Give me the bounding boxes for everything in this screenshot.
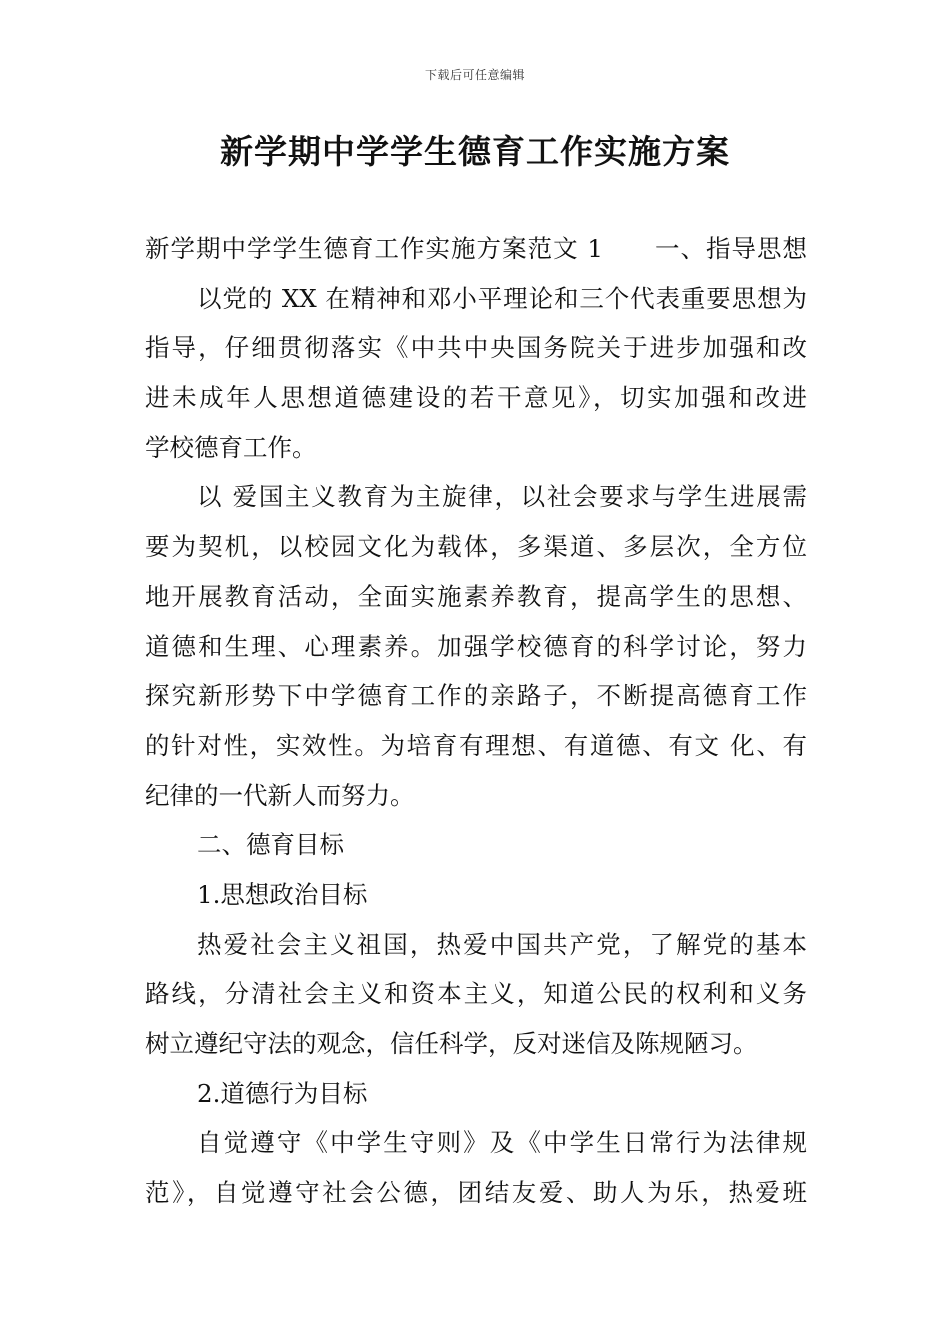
section-heading: 二、德育目标: [197, 830, 344, 860]
body-line: 指导，仔细贯彻落实《中共中央国务院关于进步加强和改: [145, 333, 807, 363]
document-body: [145, 224, 807, 1218]
body-line: 探究新形势下中学德育工作的亲路子，不断提高德育工作: [145, 681, 807, 711]
document-title: 新学期中学学生德育工作实施方案: [220, 132, 730, 171]
body-line: 以党的 XX 在精神和邓小平理论和三个代表重要思想为: [197, 283, 807, 313]
body-line: 要为契机，以校园文化为载体，多渠道、多层次，全方位: [145, 532, 807, 562]
body-line: 路线，分清社会主义和资本主义，知道公民的权利和义务: [145, 979, 807, 1009]
body-line: 新学期中学学生德育工作实施方案范文 1 一、指导思想: [145, 234, 807, 263]
body-line: 纪律的一代新人而努力。: [145, 780, 415, 810]
subsection-heading: 1.思想政治目标: [197, 879, 368, 909]
body-line: 地开展教育活动，全面实施素养教育，提高学生的思想、: [145, 581, 807, 611]
header-note: 下载后可任意编辑: [424, 68, 525, 82]
body-line: 热爱社会主义祖国，热爱中国共产党，了解党的基本: [197, 929, 807, 959]
body-line: 以 爱国主义教育为主旋律，以社会要求与学生进展需: [197, 482, 807, 512]
body-line: 进未成年人思想道德建设的若干意见》，切实加强和改进: [145, 383, 807, 413]
body-line: 树立遵纪守法的观念，信任科学，反对迷信及陈规陋习。: [145, 1029, 758, 1058]
body-line: 自觉遵守《中学生守则》及《中学生日常行为法律规: [197, 1128, 807, 1158]
body-line: 范》，自觉遵守社会公德，团结友爱、助人为乐，热爱班: [145, 1178, 807, 1208]
body-line: 道德和生理、心理素养。加强学校德育的科学讨论，努力: [145, 631, 807, 661]
body-line: 学校德育工作。: [145, 432, 317, 462]
subsection-heading: 2.道德行为目标: [197, 1078, 368, 1108]
body-line: 的针对性，实效性。为培育有理想、有道德、有文 化、有: [145, 730, 807, 760]
